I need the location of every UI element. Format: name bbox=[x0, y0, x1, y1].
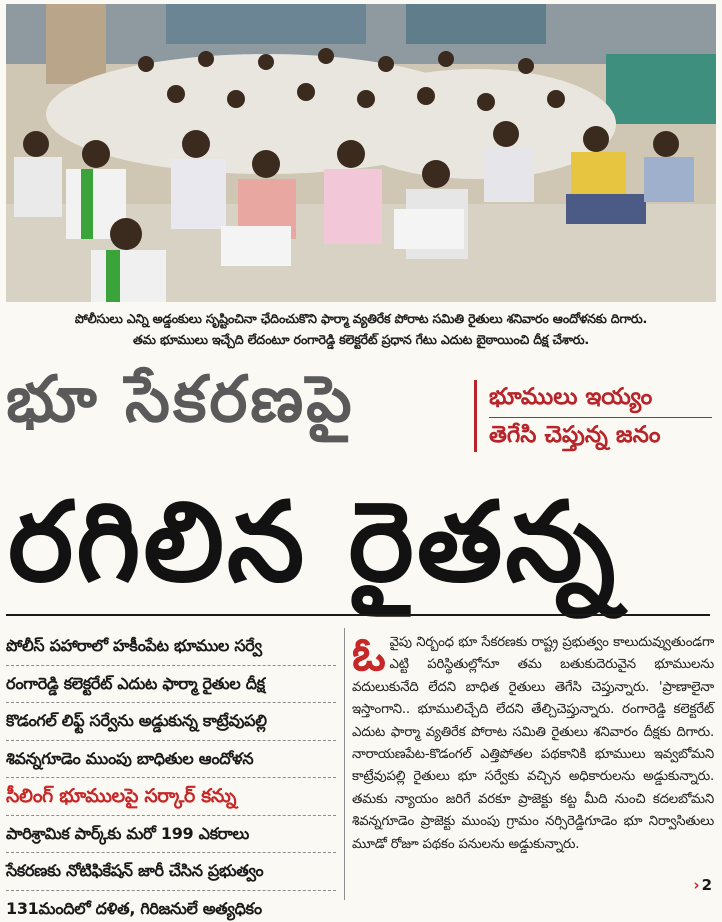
headline-kicker: భూ సేకరణపై bbox=[6, 363, 355, 437]
highlight-subhead: సీలింగ్ భూములపై సర్కార్ కన్ను bbox=[6, 778, 336, 816]
column-separator bbox=[344, 628, 345, 900]
article-text: వైపు నిర్బంధ భూ సేకరణకు రాష్ట్ర ప్రభుత్వం కాలుదువ్వుతుండగా ఎట్టి పరిస్థితుల్లోనూ తమ బతుకుదెరువైన భూములను వదులుకునేది లేదని బాధిత రైతులు తెగేసి చెప్తున్నారు. 'ప్రాణాలైనా ఇస్తాంగాని.. భూములిచ్చేది లేదని తేల్చిచెప్తున్నారు. రంగారెడ్డి కలెక్టరేట్ ఎదుట ఫార్మా వ్యతిరేక పోరాట సమితి రైతులు శనివారం దీక్షకు దిగారు. నారాయణపేట-కొడంగల్ ఎత్తిపోతల పథకానికి భూములు ఇవ్వబోమని కాట్రేవుపల్లి రైతులు భూ సర్వేకు వచ్చిన అధికారులను అడ్డుకున్నారు. తమకు న్యాయం జరిగే వరకూ ప్రాజెక్టు కట్ట మీది నుంచి కదలబోమని శివన్నగూడెం ప్రాజెక్టు ముంపు గ్రామం నర్సిరెడ్డిగూడెం భూ నిర్వాసితులు మూడో రోజూ పథకం పనులను అడ్డుకున్నారు. bbox=[352, 635, 714, 852]
section-divider bbox=[6, 614, 710, 616]
photo-caption-line-2: తమ భూములు ఇచ్చేది లేదంటూ రంగారెడ్డి కలెక్టరేట్ ప్రధాన గేటు ఎదుట బైఠాయించి దీక్ష చేశారు. bbox=[133, 332, 589, 347]
side-deck bbox=[474, 380, 712, 452]
main-headline: రగిలిన రైతన్న bbox=[8, 478, 619, 606]
article-body bbox=[352, 627, 714, 856]
highlight-item: పారిశ్రామిక పార్క్‌కు మరో 199 ఎకరాలు bbox=[6, 816, 336, 854]
deck-line-2: తెగేసి చెప్తున్న జనం bbox=[489, 421, 661, 448]
highlight-item: సేకరణకు నోటిఫికేషన్ జారీ చేసిన ప్రభుత్వం bbox=[6, 853, 336, 891]
highlight-item: 131మందిలో దళిత, గిరిజనులే అత్యధికం bbox=[6, 891, 336, 922]
protest-photo-illustration bbox=[6, 4, 716, 302]
highlight-item: శివన్నగూడెం ముంపు బాధితుల ఆందోళన bbox=[6, 741, 336, 779]
continued-marker bbox=[693, 876, 712, 894]
highlight-item: రంగారెడ్డి కలెక్టరేట్ ఎదుట ఫార్మా రైతుల దీక్ష bbox=[6, 666, 336, 704]
news-photo bbox=[6, 4, 716, 302]
highlights-list bbox=[6, 628, 336, 922]
continue-arrow-icon: › bbox=[693, 876, 700, 894]
deck-line-1: భూములు ఇయ్యం bbox=[489, 380, 712, 418]
highlight-item: పోలీస్ పహారాలో హకీంపేట భూముల సర్వే bbox=[6, 628, 336, 666]
highlight-item: కొడంగల్ లిఫ్ట్ సర్వేను అడ్డుకున్న కాట్రేవుపల్లి bbox=[6, 703, 336, 741]
continue-page: 2 bbox=[701, 876, 712, 894]
drop-cap: ఓ bbox=[352, 627, 386, 681]
photo-caption-line-1: పోలీసులు ఎన్ని అడ్డంకులు సృష్టించినా ఛేదించుకొని ఫార్మా వ్యతిరేక పోరాట సమితి రైతులు శనివారం ఆందోళనకు దిగారు. bbox=[74, 311, 648, 326]
